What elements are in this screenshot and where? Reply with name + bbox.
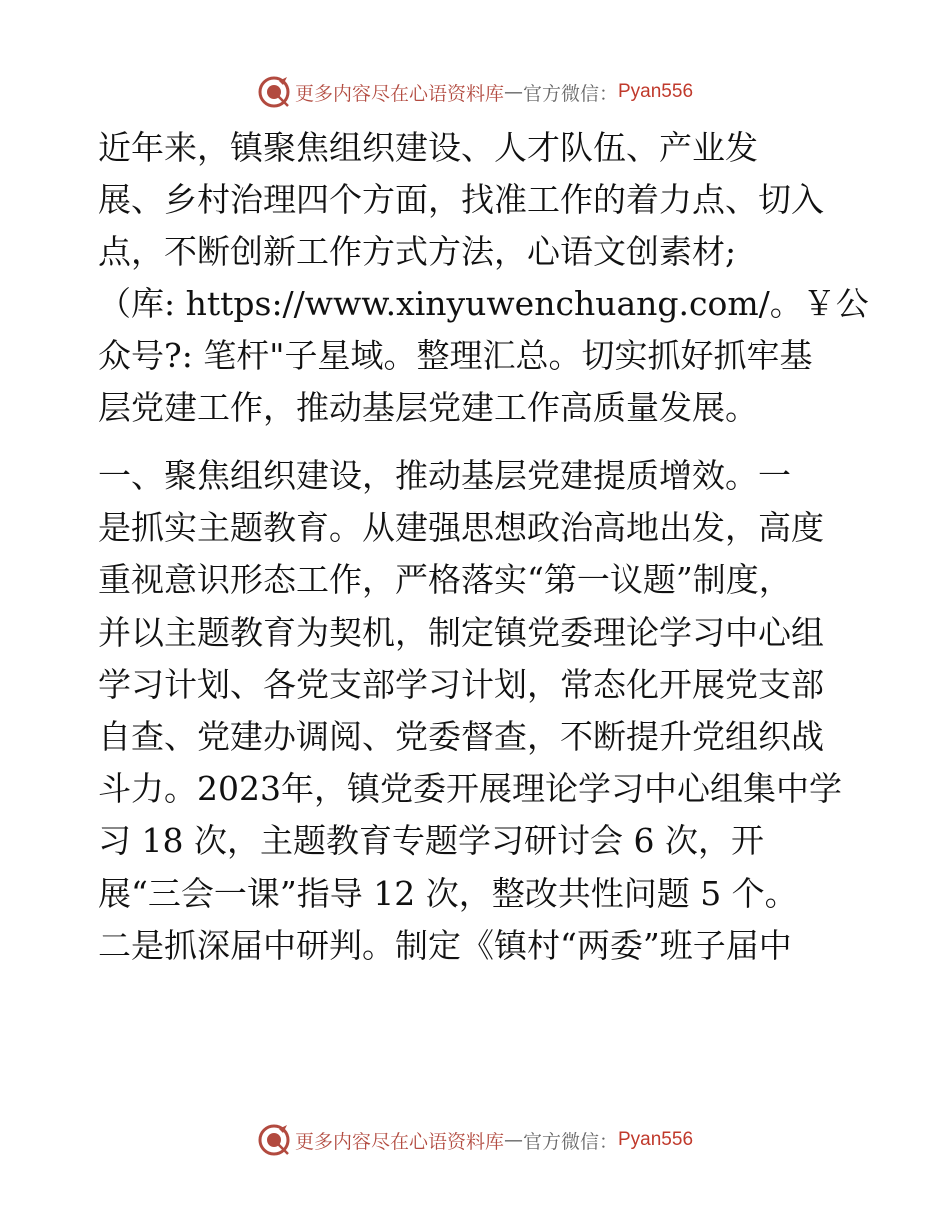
footer-watermark-banner [0, 1120, 950, 1160]
paragraph-section-one [98, 450, 858, 972]
text-line: 近年来，镇聚焦组织建设、人才队伍、产业发 [98, 128, 758, 167]
text-line: 自查、党建办调阅、党委督查，不断提升党组织战 [98, 717, 824, 757]
banner-separator: — [503, 81, 523, 103]
text-line: 众号?: 笔杆"子星域。整理汇总。切实抓好抓牢基 [98, 336, 813, 375]
wechat-account: Pyan556 [618, 1129, 694, 1150]
text-line: 层党建工作，推动基层党建工作高质量发展。 [98, 388, 758, 427]
text-line: 学习计划、各党支部学习计划，常态化开展党支部 [98, 664, 824, 704]
text-line: 是抓实主题教育。从建强思想政治高地出发，高度 [98, 508, 824, 548]
brand-text: 更多内容尽在心语资料库 [294, 1130, 504, 1153]
text-line: 展、乡村治理四个方面，找准工作的着力点、切入 [98, 180, 824, 219]
wechat-account: Pyan556 [618, 81, 694, 102]
text-line: 习 18 次，主题教育专题学习研讨会 6 次，开 [98, 821, 764, 861]
wechat-label: 官方微信： [522, 82, 618, 105]
text-line: 展“三会一课”指导 12 次，整改共性问题 5 个。 [98, 873, 798, 913]
text-line: 二是抓深届中研判。制定《镇村“两委”班子届中 [98, 925, 792, 965]
header-watermark-banner [0, 72, 950, 112]
text-line: （库: https://www.xinyuwenchuang.com/。￥公 [98, 284, 869, 323]
brand-logo-icon [257, 75, 291, 109]
text-line: 点，不断创新工作方式方法，心语文创素材; [98, 232, 737, 271]
document-body [98, 122, 869, 972]
text-line: 斗力。2023年，镇党委开展理论学习中心组集中学 [98, 769, 842, 809]
brand-text: 更多内容尽在心语资料库 [294, 82, 504, 105]
banner-separator: — [503, 1129, 523, 1151]
paragraph-intro [98, 122, 869, 434]
text-line: 重视意识形态工作，严格落实“第一议题”制度， [98, 560, 792, 600]
text-line: 并以主题教育为契机，制定镇党委理论学习中心组 [98, 612, 824, 652]
wechat-label: 官方微信： [522, 1130, 618, 1153]
text-line: 一、聚焦组织建设，推动基层党建提质增效。一 [98, 456, 791, 495]
brand-logo-icon [257, 1123, 291, 1157]
